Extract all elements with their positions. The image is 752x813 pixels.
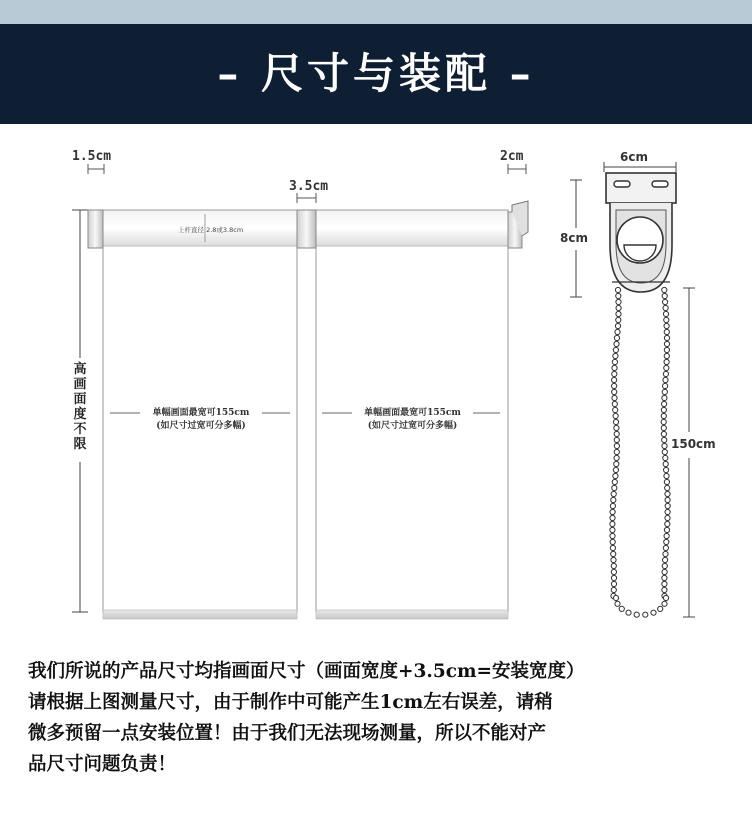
chain-bead (614, 449, 619, 454)
notes-line-1: 我们所说的产品尺寸均指画面尺寸（画面宽度+3.5cm=安装宽度） (28, 661, 585, 682)
chain-bead (664, 479, 669, 484)
chain-bead (662, 293, 667, 298)
height-label: 高 画 面 度 不 限 (73, 362, 87, 452)
panel-right-line2: (如尺寸过宽可分多幅) (367, 421, 458, 431)
notes-line-3: 微多预留一点安装位置！由于我们无法现场测量，所以不能对产 (28, 723, 547, 744)
chain-bead (616, 299, 621, 304)
chain-bead (662, 569, 667, 574)
chain-bead (663, 461, 668, 466)
chain-bead (611, 575, 616, 580)
chain-bead (662, 563, 667, 568)
chain-bead (663, 551, 668, 556)
chain-bead (611, 563, 616, 568)
chain-bead (619, 606, 624, 611)
chain-bead (614, 443, 619, 448)
chain-bead (626, 610, 631, 615)
chain-bead (663, 305, 668, 310)
panel-right-text (352, 407, 473, 433)
chain-bead (665, 491, 670, 496)
chain-bead (614, 425, 619, 430)
chain-bead (613, 347, 618, 352)
right-end-cap (508, 201, 528, 248)
chain-bead (663, 311, 668, 316)
chain-bead (665, 503, 670, 508)
chain-bead (616, 317, 621, 322)
chain-bead (661, 431, 666, 436)
chain-bead (664, 527, 669, 532)
chain-bead (662, 389, 667, 394)
chain-bead (610, 539, 615, 544)
chain-bead (662, 401, 667, 406)
chain-bead (665, 485, 670, 490)
chain-bead (662, 443, 667, 448)
chain-bead (664, 335, 669, 340)
chain-bead (664, 347, 669, 352)
chain-bead (614, 455, 619, 460)
tube-diameter-label: 上杆直径 2.8或3.8cm (178, 226, 244, 234)
chain-bead (615, 287, 620, 292)
left-bracket-dimension (88, 164, 104, 174)
chain-bead (664, 329, 669, 334)
chain-bead (663, 545, 668, 550)
chain-bead (664, 467, 669, 472)
chain-bead (610, 515, 615, 520)
left-bracket-label: 1.5cm (72, 149, 112, 164)
chain-bead (612, 485, 617, 490)
chain-bead (661, 425, 666, 430)
chain-bead (616, 311, 621, 316)
chain-bead (613, 595, 618, 600)
right-bracket-label: 2cm (500, 149, 524, 164)
chain-bead (664, 359, 669, 364)
chain-bead (612, 377, 617, 382)
chain-bead (662, 395, 667, 400)
chain-bead (612, 371, 617, 376)
chain-bead (614, 335, 619, 340)
chain-bead (613, 419, 618, 424)
chain-bead (610, 527, 615, 532)
panel-left-line2: (如尺寸过宽可分多幅) (156, 421, 246, 431)
chain-bead (616, 293, 621, 298)
chain-bead (643, 612, 648, 617)
chain-bead (613, 353, 618, 358)
chain-bead (664, 365, 669, 370)
chain-bead (612, 383, 617, 388)
chain-bead (662, 587, 667, 592)
page-title: – 尺寸与装配 – (217, 49, 535, 98)
chain-bead (614, 437, 619, 442)
chain-bead (662, 575, 667, 580)
gap-dimension (297, 193, 316, 203)
notes-paragraph (28, 656, 738, 780)
chain-bead (615, 329, 620, 334)
chain-bead (663, 371, 668, 376)
chain-bead (661, 407, 666, 412)
chain-bead (661, 419, 666, 424)
chain-bead (611, 491, 616, 496)
chain-bead (612, 365, 617, 370)
chain-bead (662, 449, 667, 454)
chain-bead (610, 533, 615, 538)
chain-bead (610, 503, 615, 508)
chain-bead (665, 497, 670, 502)
notes-line-2: 请根据上图测量尺寸，由于制作中可能产生1cm左右误差，请稍 (28, 692, 553, 713)
chain-bead (611, 551, 616, 556)
chain-bead (661, 413, 666, 418)
chain-bead (613, 413, 618, 418)
chain-bead (610, 521, 615, 526)
chain-bead (663, 377, 668, 382)
chain-bead (664, 473, 669, 478)
chain-bead (611, 557, 616, 562)
panel-left-line1: 单幅画面最宽可155cm (152, 408, 250, 418)
chain-bead (611, 581, 616, 586)
chain-bead (634, 612, 639, 617)
right-bracket-dimension (508, 164, 526, 174)
chain-length-dimension (683, 288, 695, 617)
chain-bead (662, 601, 667, 606)
chain-bead (612, 479, 617, 484)
chain-bead (614, 461, 619, 466)
chain-bead (615, 323, 620, 328)
gap-label: 3.5cm (289, 179, 329, 194)
chain-bead (615, 601, 620, 606)
chain-bead (612, 401, 617, 406)
chain-bead (616, 305, 621, 310)
chain-bead (663, 455, 668, 460)
bead-chain (610, 287, 671, 617)
chain-bead (665, 521, 670, 526)
chain-bead (611, 569, 616, 574)
middle-end-cap (297, 210, 316, 248)
chain-bead (611, 497, 616, 502)
chain-length-label: 150cm (671, 437, 716, 451)
chain-bead (614, 341, 619, 346)
chain-bead (610, 545, 615, 550)
chain-bead (662, 581, 667, 586)
chain-bead (663, 595, 668, 600)
chain-bead (612, 395, 617, 400)
chain-bead (612, 359, 617, 364)
chain-bead (662, 437, 667, 442)
left-end-cap (88, 210, 103, 248)
chain-bead (664, 533, 669, 538)
chain-bead (614, 431, 619, 436)
bracket-icon (606, 173, 676, 292)
chain-bead (663, 299, 668, 304)
notes-line-4: 品尺寸问题负责！ (28, 754, 177, 775)
chain-bead (651, 610, 656, 615)
chain-bead (664, 341, 669, 346)
chain-bead (611, 587, 616, 592)
chain-bead (658, 606, 663, 611)
bracket-width-label: 6cm (620, 150, 648, 164)
chain-bead (613, 407, 618, 412)
chain-bead (613, 467, 618, 472)
chain-bead (664, 317, 669, 322)
chain-bead (665, 515, 670, 520)
chain-bead (664, 323, 669, 328)
chain-bead (664, 539, 669, 544)
chain-bead (663, 557, 668, 562)
chain-bead (662, 287, 667, 292)
panel-left-text (140, 407, 262, 433)
chain-bead (612, 389, 617, 394)
bracket-height-label: 8cm (560, 231, 588, 245)
chain-bead (665, 509, 670, 514)
panel-right-line1: 单幅画面最宽可155cm (364, 408, 461, 418)
chain-bead (664, 353, 669, 358)
chain-bead (663, 383, 668, 388)
chain-bead (610, 509, 615, 514)
chain-bead (613, 473, 618, 478)
